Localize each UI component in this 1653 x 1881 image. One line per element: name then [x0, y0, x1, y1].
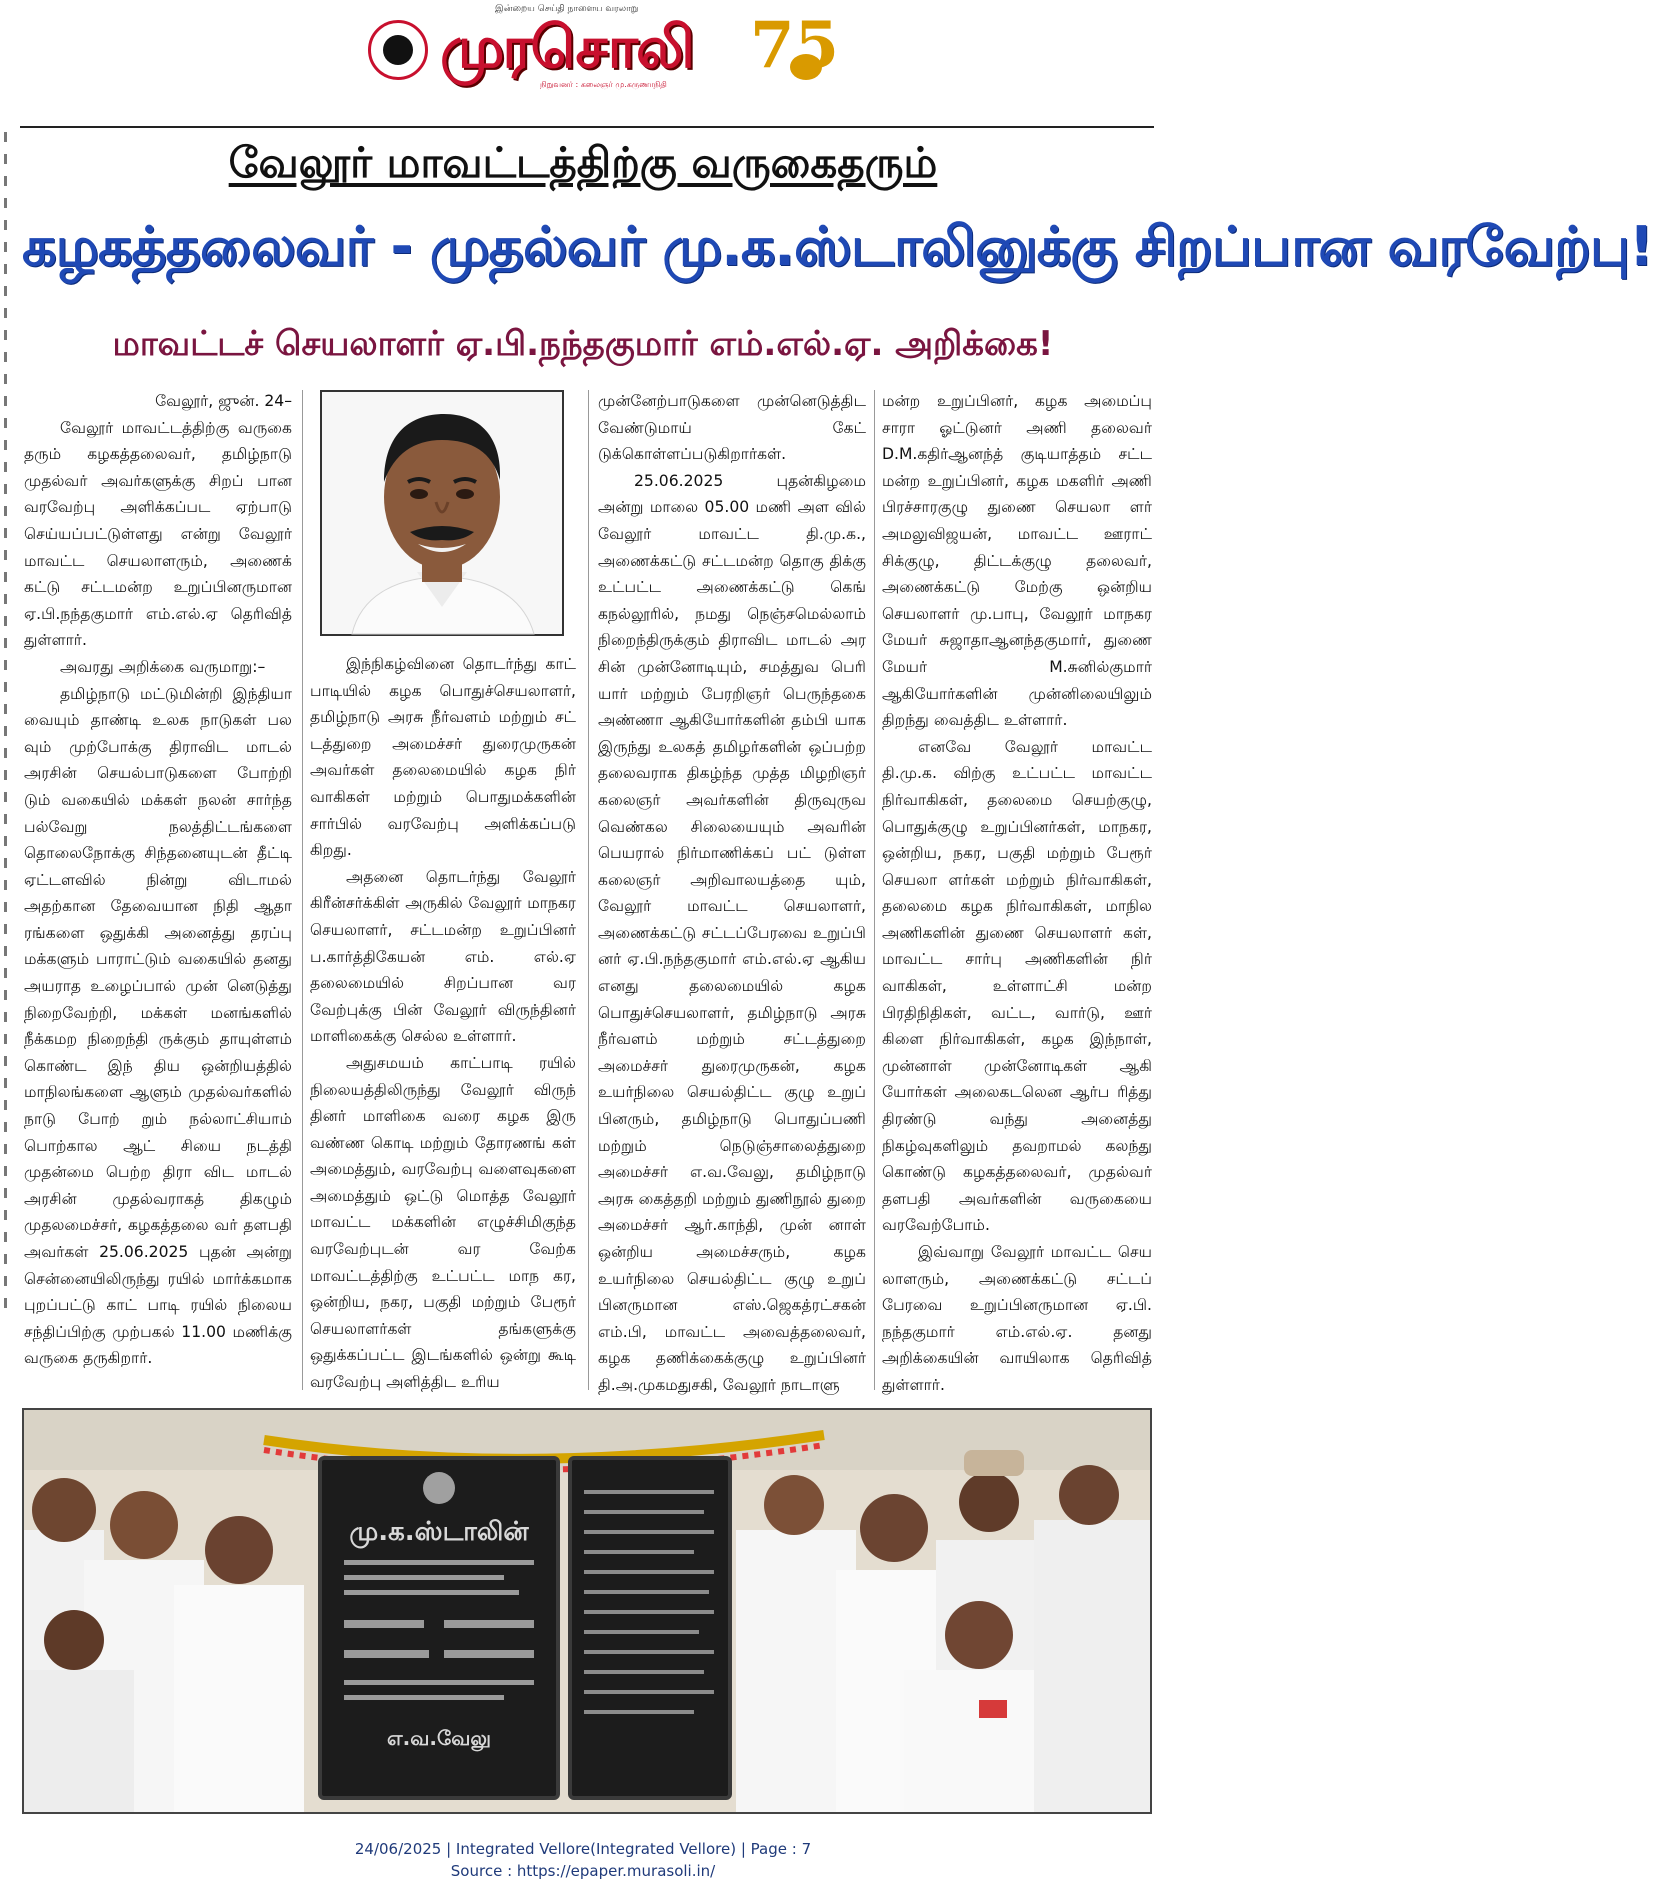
article-paragraph: முன்னேற்பாடுகளை முன்னெடுத்திட வேண்டுமாய் கேட் டுக்கொள்ளப்படுகிறார்கள். — [598, 392, 866, 464]
article-paragraph: அதுசமயம் காட்பாடி ரயில் நிலையத்திலிருந்து வேலூர் விருந் தினர் மாளிகை வரை கழக இரு வண்ண கொடி மற்றும் தோரணங் கள் அமைத்தும், வரவேற்பு வளைவுகளை அமைத்தும் ஒட்டு மொத்த வேலூர் மாவட்ட மக்களின் எழுச்சிமிகுந்த வரவேற்புடன் வர வேற்க மாவட்டத்திற்கு உட்பட்ட மாந கர, ஒன்றிய, நகர, பகுதி மற்றும் பேரூர் செயலாளர்கள் தங்களுக்கு ஒதுக்கப்பட்ட இடங்களில் ஒன்று கூடி வரவேற்பு அளித்திட உரிய — [310, 1053, 576, 1392]
column-rule — [874, 390, 875, 1390]
article-paragraph: 25.06.2025 புதன்கிழமை அன்று மாலை 05.00 மணி அள வில் வேலூர் மாவட்ட தி.மு.க., அணைக்கட்டு சட்டமன்ற தொகு திக்கு உட்பட்ட அணைக்கட்டு கெங் கநல்லூரில், நமது நெஞ்சமெல்லாம் நிறைந்திருக்கும் திராவிட மாடல் அர சின் முன்னோடியும், சமத்துவ பெரி யார் மற்றும் பேரறிஞர் பெருந்தகை அண்ணா ஆகியோர்களின் தம்பி யாக இருந்து உலகத் தமிழர்களின் ஒப்பற்ற தலைவராக திகழ்ந்த முத்த மிழறிஞர் கலைஞர் அவர்களின் திருவுருவ வெண்கல சிலையையும் அவரின் பெயரால் நிர்மாணிக்கப் பட் டுள்ள கலைஞர் அறிவாலயத்தை யும், வேலூர் மாவட்ட செயலாளர், அணைக்கட்டு சட்டப்பேரவை உறுப்பி னர் ஏ.பி.நந்தகுமார் எம்.எல்.ஏ ஆகிய எனது தலைமையில் கழக பொதுச்செயலாளர், தமிழ்நாடு அரசு நீர்வளம் மற்றும் சட்டத்துறை அமைச்சர் துரைமுருகன், கழக உயர்நிலை செயல்திட்ட குழு உறுப் பினரும், தமிழ்நாடு பொதுப்பணி மற்றும் நெடுஞ்சாலைத்துறை அமைச்சர் எ.வ.வேலு, தமிழ்நாடு அரசு கைத்தறி மற்றும் துணிநூல் துறை அமைச்சர் ஆர்.காந்தி, முன் னாள் ஒன்றிய அமைச்சரும், கழக உயர்நிலை செயல்திட்ட குழு உறுப் பினருமான எஸ்.ஜெகத்ரட்சகன் எம்.பி, மாவட்ட அவைத்தலைவர், கழக தணிக்கைக்குழு உறுப்பினர் தி.அ.முகமதுசகி, வேலூர் நாடாளு — [598, 471, 866, 1394]
article-column-1 — [24, 388, 292, 1372]
column-rule — [588, 390, 589, 1390]
event-photo-image — [24, 1410, 1150, 1812]
left-edge-marks — [0, 120, 14, 1420]
article-paragraph: வேலூர் மாவட்டத்திற்கு வருகை தரும் கழகத்தலைவர், தமிழ்நாடு முதல்வர் அவர்களுக்கு சிறப் பான வரவேற்பு அளிக்கப்பட ஏற்பாடு செய்யப்பட்டுள்ளது என்று வேலூர் மாவட்ட செயலாளரும், அணைக் கட்டு சட்டமன்ற உறுப்பினருமான ஏ.பி.நந்தகுமார் எம்.எல்.ஏ தெரிவித் துள்ளார். — [24, 418, 292, 650]
headline-sub: மாவட்டச் செயலாளர் ஏ.பி.நந்தகுமார் எம்.எல்.ஏ. அறிக்கை! — [112, 324, 1054, 364]
article-paragraph: அவரது அறிக்கை வருமாறு:– — [60, 657, 266, 676]
portrait-photo — [320, 390, 564, 636]
article-paragraph: எனவே வேலூர் மாவட்ட தி.மு.க. விற்கு உட்பட்ட மாவட்ட நிர்வாகிகள், தலைமை செயற்குழு, பொதுக்குழு உறுப்பினர்கள், மாநகர, ஒன்றிய, நகர, பகுதி மற்றும் பேரூர் செயலா ளர்கள் மற்றும் நிர்வாகிகள், தலைமை கழக நிர்வாகிகள், மாநில அணிகளின் துணை செயலாளர் கள், மாவட்ட சார்பு அணிகளின் நிர் வாகிகள், உள்ளாட்சி மன்ற பிரதிநிதிகள், வட்ட, வார்டு, ஊர் கிளை நிர்வாகிகள், கழக இந்நாள், முன்னாள் முன்னோடிகள் ஆகி யோர்கள் அலைகடலென ஆர்ப ரித்து திரண்டு வந்து அனைத்து நிகழ்வுகளிலும் தவறாமல் கலந்து கொண்டு கழகத்தலைவர், முதல்வர் தளபதி அவர்களின் வருகையை வரவேற்போம். — [882, 737, 1152, 1235]
party-emblem-icon — [368, 20, 428, 80]
plaque-title: மு.க.ஸ்டாலின் — [349, 1517, 529, 1547]
article-paragraph: தமிழ்நாடு மட்டுமின்றி இந்தியா வையும் தாண்டி உலக நாடுகள் பல வும் முற்போக்கு திராவிட மாடல் அரசின் செயல்பாடுகளை போற்றி டும் வகையில் மக்கள் நலன் சார்ந்த பல்வேறு நலத்திட்டங்களை தொலைநோக்கு சிந்தனையுடன் தீட்டி ஏட்டளவில் நின்று விடாமல் அதற்கான தேவையான நிதி ஆதா ரங்களை ஒதுக்கி அனைத்து தரப்பு மக்களும் பாராட்டும் வகையில் தனது அயராத உழைப்பால் முன் னெடுத்து நிறைவேற்றி, மக்கள் மனங்களில் நீக்கமற நிறைந்தி ருக்கும் தாயுள்ளம் கொண்ட இந் திய ஒன்றியத்தில் மாநிலங்களை ஆளும் முதல்வர்களில் நாடு போற் றும் நல்லாட்சியாம் பொற்கால ஆட் சியை நடத்தி முதன்மை பெற்ற திரா விட மாடல் அரசின் முதல்வராகத் திகழும் முதலமைச்சர், கழகத்தலை வர் தளபதி அவர்கள் 25.06.2025 புதன் அன்று சென்னையிலிருந்து ரயில் மார்க்கமாக புறப்பட்டு காட் பாடி ரயில் நிலைய சந்திப்பிற்கு முற்பகல் 11.00 மணிக்கு வருகை தருகிறார். — [24, 684, 292, 1368]
article-paragraph: இவ்வாறு வேலூர் மாவட்ட செய லாளரும், அணைக்கட்டு சட்டப் பேரவை உறுப்பினருமான ஏ.பி. நந்தகுமார் எம்.எல்.ஏ. தனது அறிக்கையின் வாயிலாக தெரிவித் துள்ளார். — [882, 1243, 1152, 1394]
article-paragraph: அதனை தொடர்ந்து வேலூர் கிரீன்சர்க்கிள் அருகில் வேலூர் மாநகர செயலாளர், சட்டமன்ற உறுப்பினர் ப.கார்த்திகேயன் எம். எல்.ஏ தலைமையில் சிறப்பான வர வேற்புக்கு பின் வேலூர் விருந்தினர் மாளிகைக்கு செல்ல உள்ளார். — [310, 867, 576, 1046]
column-rule — [302, 390, 303, 1390]
portrait-image — [322, 392, 562, 634]
article-column-3 — [598, 388, 866, 1399]
article-column-2 — [310, 651, 576, 1396]
headline-main: கழகத்தலைவர் - முதல்வர் மு.க.ஸ்டாலினுக்கு சிறப்பான வரவேற்பு! — [22, 215, 1653, 278]
event-photo — [22, 1408, 1152, 1814]
masthead-title: முரசொலி — [440, 13, 693, 81]
footer-source-link[interactable]: Source : https://epaper.murasoli.in/ — [450, 1862, 716, 1880]
headline-kicker: வேலூர் மாவட்டத்திற்கு வருகைதரும் — [228, 138, 938, 187]
masthead-tagline: இன்றைய செய்தி நாளைய வரலாறு — [495, 4, 639, 14]
masthead-subtitle: நிறுவனர் : கலைஞர் மு.கருணாநிதி — [540, 80, 667, 89]
footer-edition-line: 24/06/2025 | Integrated Vellore(Integrated Vellore) | Page : 7 — [354, 1840, 812, 1858]
article-paragraph: மன்ற உறுப்பினர், கழக அமைப்பு சாரா ஓட்டுனர் அணி தலைவர் D.M.கதிர்ஆனந்த் குடியாத்தம் சட்ட மன்ற உறுப்பினர், கழக மகளிர் அணி பிரச்சாரகுழு துணை செயலா ளர் அமலுவிஜயன், மாவட்ட ஊராட் சிக்குழு, திட்டக்குழு தலைவர், அணைக்கட்டு மேற்கு ஒன்றிய செயலாளர் மு.பாபு, வேலூர் மாநகர மேயர் சுஜாதாஆனந்தகுமார், துணை மேயர் M.சுனில்குமார் ஆகியோர்களின் முன்னிலையிலும் திறந்து வைத்திட உள்ளார். — [882, 392, 1152, 730]
top-rule — [20, 126, 1154, 128]
anniversary-number: 75 — [750, 8, 840, 83]
plaque-name: எ.வ.வேலு — [387, 1726, 491, 1750]
article-dateline: வேலூர், ஜுன். 24– — [155, 392, 292, 410]
article-paragraph: இந்நிகழ்வினை தொடர்ந்து காட் பாடியில் கழக பொதுச்செயலாளர், தமிழ்நாடு அரசு நீர்வளம் மற்றும் சட் டத்துறை அமைச்சர் துரைமுருகன் அவர்கள் தலைமையில் கழக நிர் வாகிகள் மற்றும் பொதுமக்களின் சார்பில் வரவேற்பு அளிக்கப்படு கிறது. — [310, 655, 576, 860]
masthead — [360, 4, 840, 94]
article-column-4 — [882, 388, 1152, 1399]
